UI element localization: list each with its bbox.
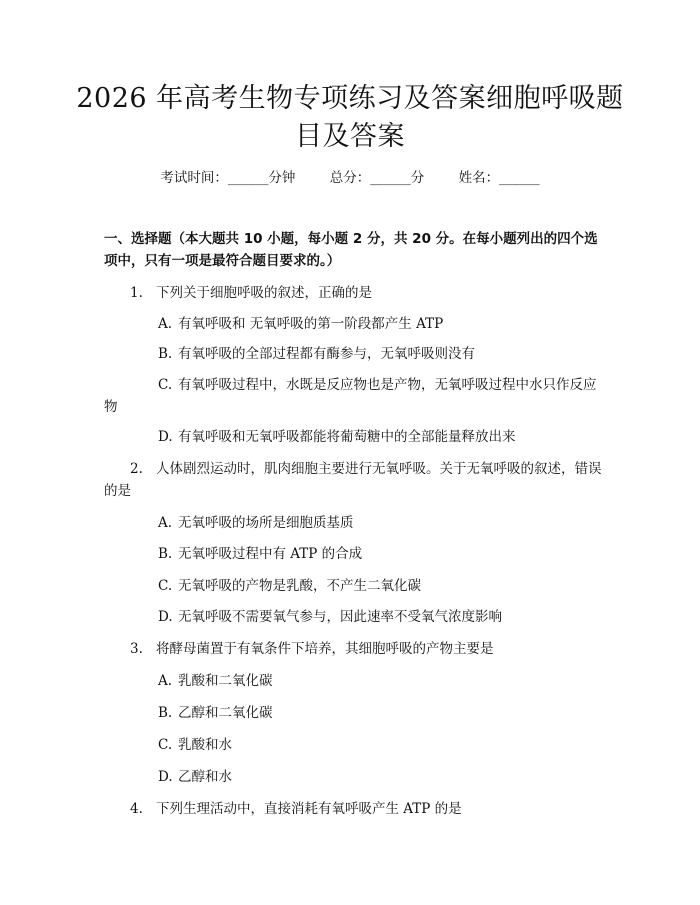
title-line-1: 2026 年高考生物专项练习及答案细胞呼吸题 bbox=[76, 83, 624, 114]
question-text: 将酵母菌置于有氧条件下培养，其细胞呼吸的产物主要是 bbox=[156, 641, 494, 657]
option-text: 乙醇和二氧化碳 bbox=[178, 705, 273, 721]
option-letter: D. bbox=[158, 769, 173, 785]
question-text: 下列生理活动中，直接消耗有氧呼吸产生 ATP 的是 bbox=[156, 801, 462, 817]
option-2c bbox=[104, 575, 604, 597]
option-text: 有氧呼吸和无氧呼吸都能将葡萄糖中的全部能量释放出来 bbox=[178, 429, 516, 445]
option-2d bbox=[104, 606, 604, 628]
option-text: 乳酸和水 bbox=[178, 737, 232, 753]
question-number: 3. bbox=[130, 641, 143, 657]
option-3c bbox=[104, 734, 604, 756]
exam-name: 姓名：______ bbox=[458, 170, 540, 186]
option-text: 有氧呼吸的全部过程都有酶参与，无氧呼吸则没有 bbox=[178, 346, 475, 362]
option-1b bbox=[104, 343, 604, 365]
option-letter: A. bbox=[158, 673, 173, 689]
option-text: 有氧呼吸和 无氧呼吸的第一阶段都产生 ATP bbox=[178, 316, 444, 332]
question-3 bbox=[104, 638, 604, 660]
question-number: 4. bbox=[130, 801, 143, 817]
question-2 bbox=[104, 458, 604, 502]
option-text: 无氧呼吸的场所是细胞质基质 bbox=[178, 515, 354, 531]
option-text: 乙醇和水 bbox=[178, 769, 232, 785]
option-letter: B. bbox=[158, 346, 173, 362]
option-1d bbox=[104, 426, 604, 448]
title-line-2: 目及答案 bbox=[295, 121, 405, 152]
option-text: 无氧呼吸过程中有 ATP 的合成 bbox=[178, 546, 363, 562]
option-1a bbox=[104, 313, 604, 335]
option-letter: D. bbox=[158, 609, 173, 625]
question-1 bbox=[104, 282, 604, 304]
option-text: 有氧呼吸过程中，水既是反应物也是产物，无氧呼吸过程中水只作反应物 bbox=[104, 377, 597, 415]
option-letter: D. bbox=[158, 429, 173, 445]
option-letter: C. bbox=[158, 737, 173, 753]
option-3d bbox=[104, 766, 604, 788]
option-2b bbox=[104, 543, 604, 565]
option-3a bbox=[104, 670, 604, 692]
question-text: 人体剧烈运动时，肌肉细胞主要进行无氧呼吸。关于无氧呼吸的叙述，错误的是 bbox=[104, 461, 602, 499]
option-1c bbox=[104, 374, 604, 418]
question-4 bbox=[104, 798, 604, 820]
option-letter: C. bbox=[158, 377, 173, 393]
option-text: 无氧呼吸的产物是乳酸，不产生二氧化碳 bbox=[178, 578, 421, 594]
section-heading: 一、选择题（本大题共 10 小题，每小题 2 分，共 20 分。在每小题列出的四个选项中，只有一项是最符合题目要求的。） bbox=[104, 231, 598, 269]
question-number: 1. bbox=[130, 285, 143, 301]
exam-time: 考试时间：______分钟 bbox=[160, 170, 296, 186]
exam-meta bbox=[0, 168, 700, 188]
option-text: 无氧呼吸不需要氧气参与，因此速率不受氧气浓度影响 bbox=[178, 609, 502, 625]
question-text: 下列关于细胞呼吸的叙述，正确的是 bbox=[156, 285, 372, 301]
option-text: 乳酸和二氧化碳 bbox=[178, 673, 273, 689]
page-title bbox=[60, 80, 640, 156]
question-number: 2. bbox=[130, 461, 143, 477]
option-letter: B. bbox=[158, 546, 173, 562]
exam-score: 总分：______分 bbox=[329, 170, 425, 186]
option-letter: A. bbox=[158, 316, 173, 332]
option-letter: C. bbox=[158, 578, 173, 594]
option-3b bbox=[104, 702, 604, 724]
option-2a bbox=[104, 512, 604, 534]
option-letter: A. bbox=[158, 515, 173, 531]
option-letter: B. bbox=[158, 705, 173, 721]
